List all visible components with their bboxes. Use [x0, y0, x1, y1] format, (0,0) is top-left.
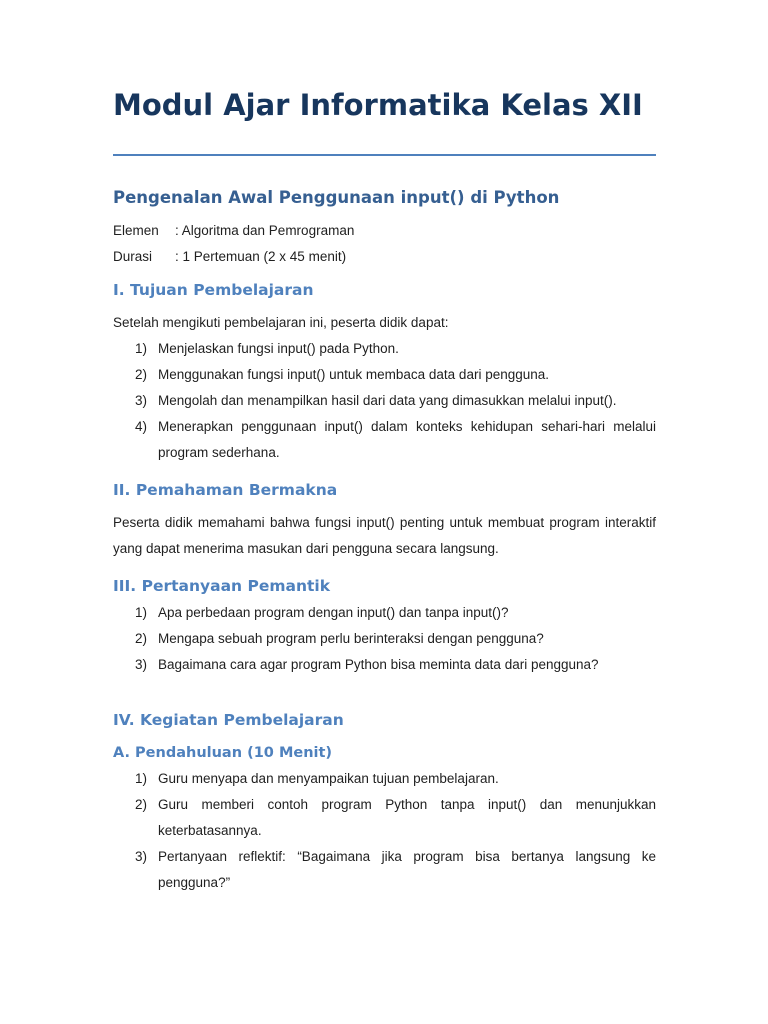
list-item — [113, 388, 656, 414]
list-number: 1) — [135, 605, 148, 620]
sub-heading-pendahuluan: A. Pendahuluan (10 Menit) — [113, 745, 333, 761]
section-heading-kegiatan: IV. Kegiatan Pembelajaran — [113, 711, 344, 729]
list-number: 2) — [135, 367, 148, 382]
tujuan-intro: Setelah mengikuti pembelajaran ini, peserta didik dapat: — [113, 315, 449, 330]
section-heading-pemahaman: II. Pemahaman Bermakna — [113, 481, 338, 499]
section-heading-tujuan: I. Tujuan Pembelajaran — [113, 281, 314, 299]
list-text: Pertanyaan reflektif: “Bagaimana jika program bisa bertanya langsung ke pengguna?” — [158, 849, 656, 890]
list-number: 1) — [135, 341, 148, 356]
list-number: 2) — [135, 797, 148, 812]
meta-row-durasi — [113, 244, 656, 270]
list-item — [113, 792, 656, 844]
document-title: Modul Ajar Informatika Kelas XII — [113, 88, 643, 122]
list-item — [113, 600, 656, 626]
list-number: 4) — [135, 419, 148, 434]
document-subtitle: Pengenalan Awal Penggunaan input() di Python — [113, 188, 560, 207]
list-item — [113, 362, 656, 388]
meta-value: : Algoritma dan Pemrograman — [175, 223, 355, 238]
list-item — [113, 626, 656, 652]
meta-row-elemen — [113, 218, 656, 244]
list-text: Menjelaskan fungsi input() pada Python. — [158, 341, 399, 356]
tujuan-list — [113, 336, 656, 466]
list-number: 2) — [135, 631, 148, 646]
document-body — [113, 184, 656, 896]
list-number: 3) — [135, 657, 148, 672]
list-text: Guru memberi contoh program Python tanpa input() dan menunjukkan keterbatasannya. — [158, 797, 656, 838]
title-divider — [113, 154, 656, 156]
list-text: Mengapa sebuah program perlu berinteraksi dengan pengguna? — [158, 631, 544, 646]
list-item — [113, 652, 656, 678]
meta-label: Durasi — [113, 249, 153, 264]
pendahuluan-list — [113, 766, 656, 896]
list-text: Menerapkan penggunaan input() dalam konteks kehidupan sehari-hari melalui program sederhana. — [158, 419, 656, 460]
meta-value: : 1 Pertemuan (2 x 45 menit) — [175, 249, 347, 264]
pemahaman-text: Peserta didik memahami bahwa fungsi input() penting untuk membuat program interaktif yang dapat menerima masukan dari pengguna secara langsung. — [113, 515, 656, 556]
list-item — [113, 844, 656, 896]
section-heading-pertanyaan: III. Pertanyaan Pemantik — [113, 577, 331, 595]
list-item — [113, 336, 656, 362]
list-number: 3) — [135, 849, 148, 864]
list-text: Bagaimana cara agar program Python bisa meminta data dari pengguna? — [158, 657, 599, 672]
pertanyaan-list — [113, 600, 656, 678]
list-text: Apa perbedaan program dengan input() dan tanpa input()? — [158, 605, 509, 620]
list-item — [113, 414, 656, 466]
meta-label: Elemen — [113, 223, 159, 238]
list-number: 3) — [135, 393, 148, 408]
list-number: 1) — [135, 771, 148, 786]
list-text: Guru menyapa dan menyampaikan tujuan pembelajaran. — [158, 771, 499, 786]
list-text: Mengolah dan menampilkan hasil dari data yang dimasukkan melalui input(). — [158, 393, 617, 408]
list-item — [113, 766, 656, 792]
list-text: Menggunakan fungsi input() untuk membaca data dari pengguna. — [158, 367, 550, 382]
